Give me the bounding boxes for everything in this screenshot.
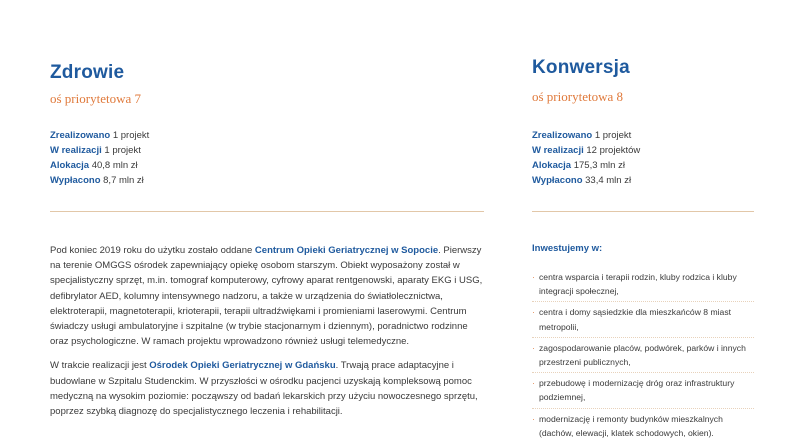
bullet-icon: · — [532, 272, 535, 282]
bullet-icon: · — [532, 378, 535, 389]
list-item — [532, 412, 754, 440]
stat-row — [50, 143, 484, 158]
stat-row — [50, 173, 484, 188]
stat-value: 1 projekt — [112, 130, 150, 141]
invest-title: Inwestujemy w: — [532, 243, 603, 254]
stat-row — [50, 158, 484, 173]
list-item — [532, 305, 754, 333]
stat-label: Alokacja — [532, 160, 572, 171]
stat-value: 12 projektów — [586, 145, 641, 156]
stat-label: W realizacji — [50, 145, 102, 156]
konwersja-stats — [532, 128, 754, 188]
stat-value: 33,4 mln zł — [585, 175, 632, 186]
text-span: Pod koniec 2019 roku do użytku zostało oddane — [50, 245, 255, 256]
stat-label: Wypłacono — [50, 175, 101, 186]
body-paragraph — [50, 358, 484, 419]
section-title-zdrowie: Zdrowie — [50, 62, 125, 83]
stat-value: 175,3 mln zł — [573, 160, 625, 171]
section-subtitle-konwersja: oś priorytetowa 8 — [532, 89, 623, 104]
divider-right — [532, 211, 754, 212]
text-span: W trakcie realizacji jest — [50, 360, 150, 372]
text-span: . Trwają prace adaptacyjne i budowlane w Szpitalu Studenckim. W przyszłości w ośrodku pacjenci uzyskają kompleksową pomoc medyczną na wysokim poziomie: począwszy od badań lekarskich przy użyciu nowoczesnego sprzętu, poprzez szybką diagnozę do specjalistycznego leczenia i rehabilitacji. — [50, 360, 478, 418]
stat-label: Zrealizowano — [50, 130, 111, 141]
zdrowie-body — [50, 243, 484, 428]
stat-row — [532, 128, 754, 143]
list-item-text: przebudowę i modernizację dróg oraz infrastruktury podziemnej, — [539, 378, 735, 403]
list-separator — [532, 337, 754, 338]
list-item — [532, 376, 754, 404]
list-separator — [532, 408, 754, 409]
list-item-text: centra wsparcia i terapii rodzin, kluby rodzica i kluby integracji społecznej, — [539, 272, 737, 297]
list-item-text: zagospodarowanie placów, podwórek, parków i innych przestrzeni publicznych, — [539, 342, 746, 368]
list-item — [532, 270, 754, 298]
stat-value: 40,8 mln zł — [91, 160, 138, 171]
stat-row — [532, 143, 754, 158]
stat-row — [532, 158, 754, 173]
text-span: . Pierwszy na terenie OMGGS ośrodek zapewniający opiekę osobom starszym. Obiekt wyposażony został w specjalistyczny sprzęt, m.in. tomograf komputerowy, cyfrowy aparat rentgenowski, aparaty EKG i USG, defibrylator AED, kolumny intensywnego nadzoru, a także w urządzenia do światłolecznictwa, elektroterapii, magnetoterapii, krioterapii, terapii ultradźwiękami i promieniami laserowymi. Centrum świadczy usługi ambulatoryjne i szpitalne (w trybie stacjonarnym i dziennym), poradnictwo rodzinne oraz psychologiczne. W ramach projektu wprowadzono również usługi telemedyczne. — [50, 245, 483, 348]
konwersja-header — [532, 57, 754, 105]
zdrowie-stats — [50, 128, 484, 188]
highlight-sopot: Centrum Opieki Geriatrycznej w Sopocie — [254, 245, 439, 256]
bullet-icon: · — [532, 307, 535, 318]
invest-list — [532, 270, 754, 440]
highlight-gdansk: Ośrodek Opieki Geriatrycznej w Gdańsku — [149, 360, 336, 372]
divider-left — [50, 211, 484, 212]
list-separator — [532, 301, 754, 302]
stat-label: Alokacja — [50, 160, 90, 171]
section-subtitle-zdrowie: oś priorytetowa 7 — [50, 91, 141, 106]
bullet-icon: · — [532, 413, 535, 424]
invest-section — [532, 243, 754, 443]
stat-value: 1 projekt — [104, 145, 141, 156]
bullet-icon: · — [532, 342, 535, 353]
stat-label: Zrealizowano — [532, 130, 593, 141]
list-item-text: centra i domy sąsiedzkie dla mieszkańców 8 miast metropolii, — [539, 307, 732, 332]
list-item-text: modernizację i remonty budynków mieszkalnych (dachów, elewacji, klatek schodowych, okien). — [539, 413, 723, 438]
body-paragraph — [50, 243, 484, 349]
list-item — [532, 341, 754, 369]
section-title-konwersja: Konwersja — [532, 57, 630, 78]
stat-label: W realizacji — [532, 145, 584, 156]
zdrowie-header — [50, 62, 484, 107]
stat-label: Wypłacono — [532, 175, 583, 186]
stat-value: 1 projekt — [594, 130, 632, 141]
stat-value: 8,7 mln zł — [103, 175, 144, 186]
stat-row — [50, 128, 484, 143]
stat-row — [532, 173, 754, 188]
list-separator — [532, 372, 754, 373]
